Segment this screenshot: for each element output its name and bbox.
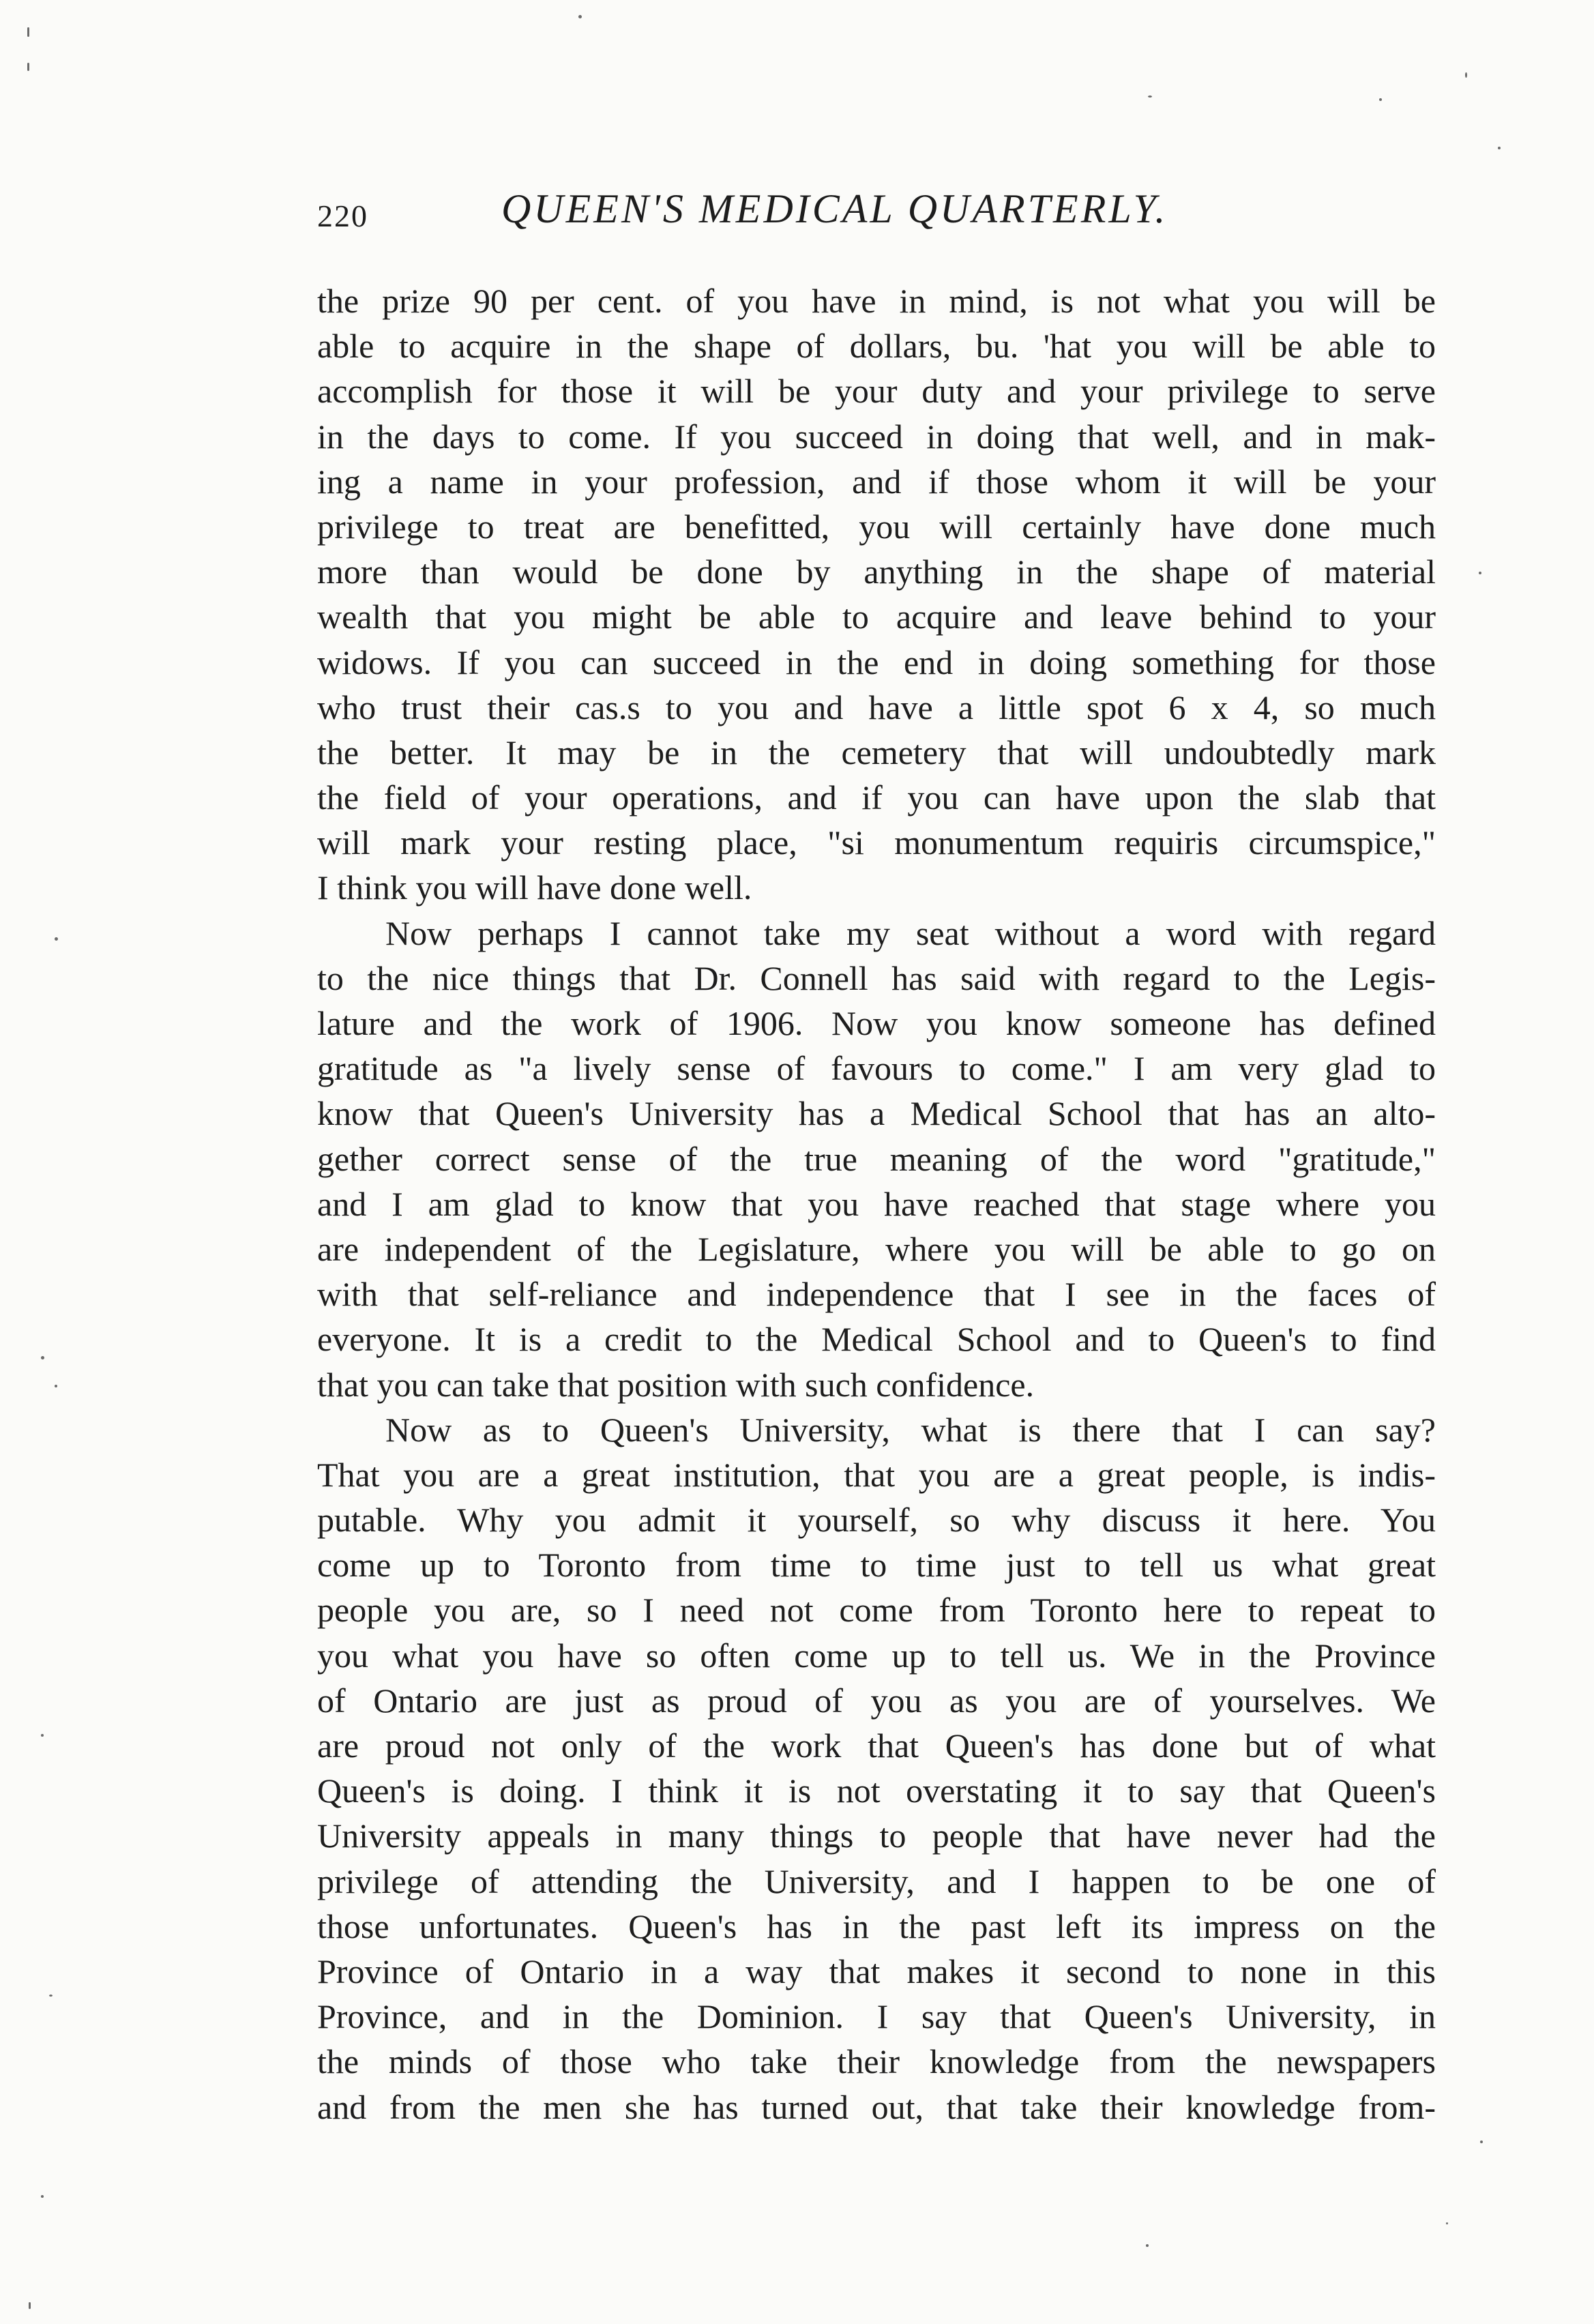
text-line: That you are a great institution, that you are a great people, is indis- xyxy=(317,1455,1436,1494)
page-number: 220 xyxy=(317,198,368,233)
scan-speck xyxy=(1379,98,1382,101)
scan-speck xyxy=(1446,2222,1448,2224)
text-line: the prize 90 per cent. of you have in mind, is not what you will be xyxy=(317,282,1436,320)
body-text xyxy=(317,278,1436,2130)
scan-speck xyxy=(1465,72,1467,78)
scan-speck xyxy=(27,63,29,71)
running-title: QUEEN'S MEDICAL QUARTERLY. xyxy=(501,186,1168,231)
text-line: the field of your operations, and if you can have upon the slab that xyxy=(317,778,1436,817)
text-line: people you are, so I need not come from Toronto here to repeat to xyxy=(317,1591,1436,1630)
text-line: widows. If you can succeed in the end in doing something for those xyxy=(317,643,1436,681)
scan-speck xyxy=(1479,572,1481,574)
text-line: able to acquire in the shape of dollars, bu. 'hat you will be able to xyxy=(317,327,1436,366)
text-line: know that Queen's University has a Medical School that has an alto- xyxy=(317,1094,1436,1133)
page-header xyxy=(317,186,1436,240)
text-line: and from the men she has turned out, that take their knowledge from- xyxy=(317,2087,1436,2126)
text-line: with that self-reliance and independence that I see in the faces of xyxy=(317,1275,1436,1314)
text-line: Province of Ontario in a way that makes it second to none in this xyxy=(317,1952,1436,1990)
text-line: come up to Toronto from time to time just to tell us what great xyxy=(317,1546,1436,1585)
text-line: lature and the work of 1906. Now you know someone has defined xyxy=(317,1004,1436,1042)
text-line: will mark your resting place, "si monumentum requiris circumspice," xyxy=(317,823,1436,862)
scan-speck xyxy=(578,15,582,18)
text-line: the minds of those who take their knowledge from the newspapers xyxy=(317,2042,1436,2081)
scan-speck xyxy=(1146,2244,1149,2247)
scan-speck xyxy=(41,1356,44,1359)
text-line: gratitude as "a lively sense of favours to come." I am very glad to xyxy=(317,1049,1436,1088)
scan-speck xyxy=(1148,95,1152,98)
paragraph-start-line: Now perhaps I cannot take my seat without a word with regard xyxy=(385,913,1436,952)
text-line: in the days to come. If you succeed in doing that well, and in mak- xyxy=(317,417,1436,456)
text-line: you what you have so often come up to tell us. We in the Province xyxy=(317,1636,1436,1675)
text-line: University appeals in many things to people that have never had the xyxy=(317,1816,1436,1855)
text-line: are independent of the Legislature, where you will be able to go on xyxy=(317,1229,1436,1268)
text-line: putable. Why you admit it yourself, so why discuss it here. You xyxy=(317,1501,1436,1540)
scan-speck xyxy=(27,27,29,37)
text-line: Province, and in the Dominion. I say that Queen's University, in xyxy=(317,1997,1436,2036)
scan-speck xyxy=(55,1385,57,1387)
text-line: of Ontario are just as proud of you as you are of yourselves. We xyxy=(317,1681,1436,1720)
text-line: the better. It may be in the cemetery that will undoubtedly mark xyxy=(317,733,1436,771)
paragraph-start-line: Now as to Queen's University, what is there that I can say? xyxy=(385,1410,1436,1449)
text-line: those unfortunates. Queen's has in the past left its impress on the xyxy=(317,1907,1436,1945)
text-line: privilege of attending the University, and I happen to be one of xyxy=(317,1862,1436,1900)
scan-speck xyxy=(41,1734,44,1737)
text-line: who trust their cas.s to you and have a little spot 6 x 4, so much xyxy=(317,688,1436,726)
text-line: more than would be done by anything in the shape of material xyxy=(317,553,1436,591)
text-line: everyone. It is a credit to the Medical School and to Queen's to find xyxy=(317,1320,1436,1359)
scan-speck xyxy=(1480,2141,1483,2143)
text-line: ing a name in your profession, and if those whom it will be your xyxy=(317,462,1436,501)
text-line: Queen's is doing. I think it is not overstating it to say that Queen's xyxy=(317,1771,1436,1810)
text-line: that you can take that position with such confidence. xyxy=(317,1365,1035,1404)
scan-speck xyxy=(41,2195,44,2198)
scan-speck xyxy=(1498,147,1501,149)
text-line: gether correct sense of the true meaning of the word "gratitude," xyxy=(317,1139,1436,1178)
text-line: wealth that you might be able to acquire and leave behind to your xyxy=(317,598,1436,636)
scan-speck xyxy=(29,2302,31,2309)
text-line: and I am glad to know that you have reached that stage where you xyxy=(317,1184,1436,1223)
text-line: are proud not only of the work that Queen's has done but of what xyxy=(317,1726,1436,1765)
text-line: to the nice things that Dr. Connell has said with regard to the Legis- xyxy=(317,958,1436,997)
scan-speck xyxy=(49,1995,53,1997)
text-line: privilege to treat are benefitted, you will certainly have done much xyxy=(317,507,1436,546)
text-line: I think you will have done well. xyxy=(317,868,752,907)
scan-speck xyxy=(55,937,58,941)
text-line: accomplish for those it will be your duty and your privilege to serve xyxy=(317,372,1436,411)
